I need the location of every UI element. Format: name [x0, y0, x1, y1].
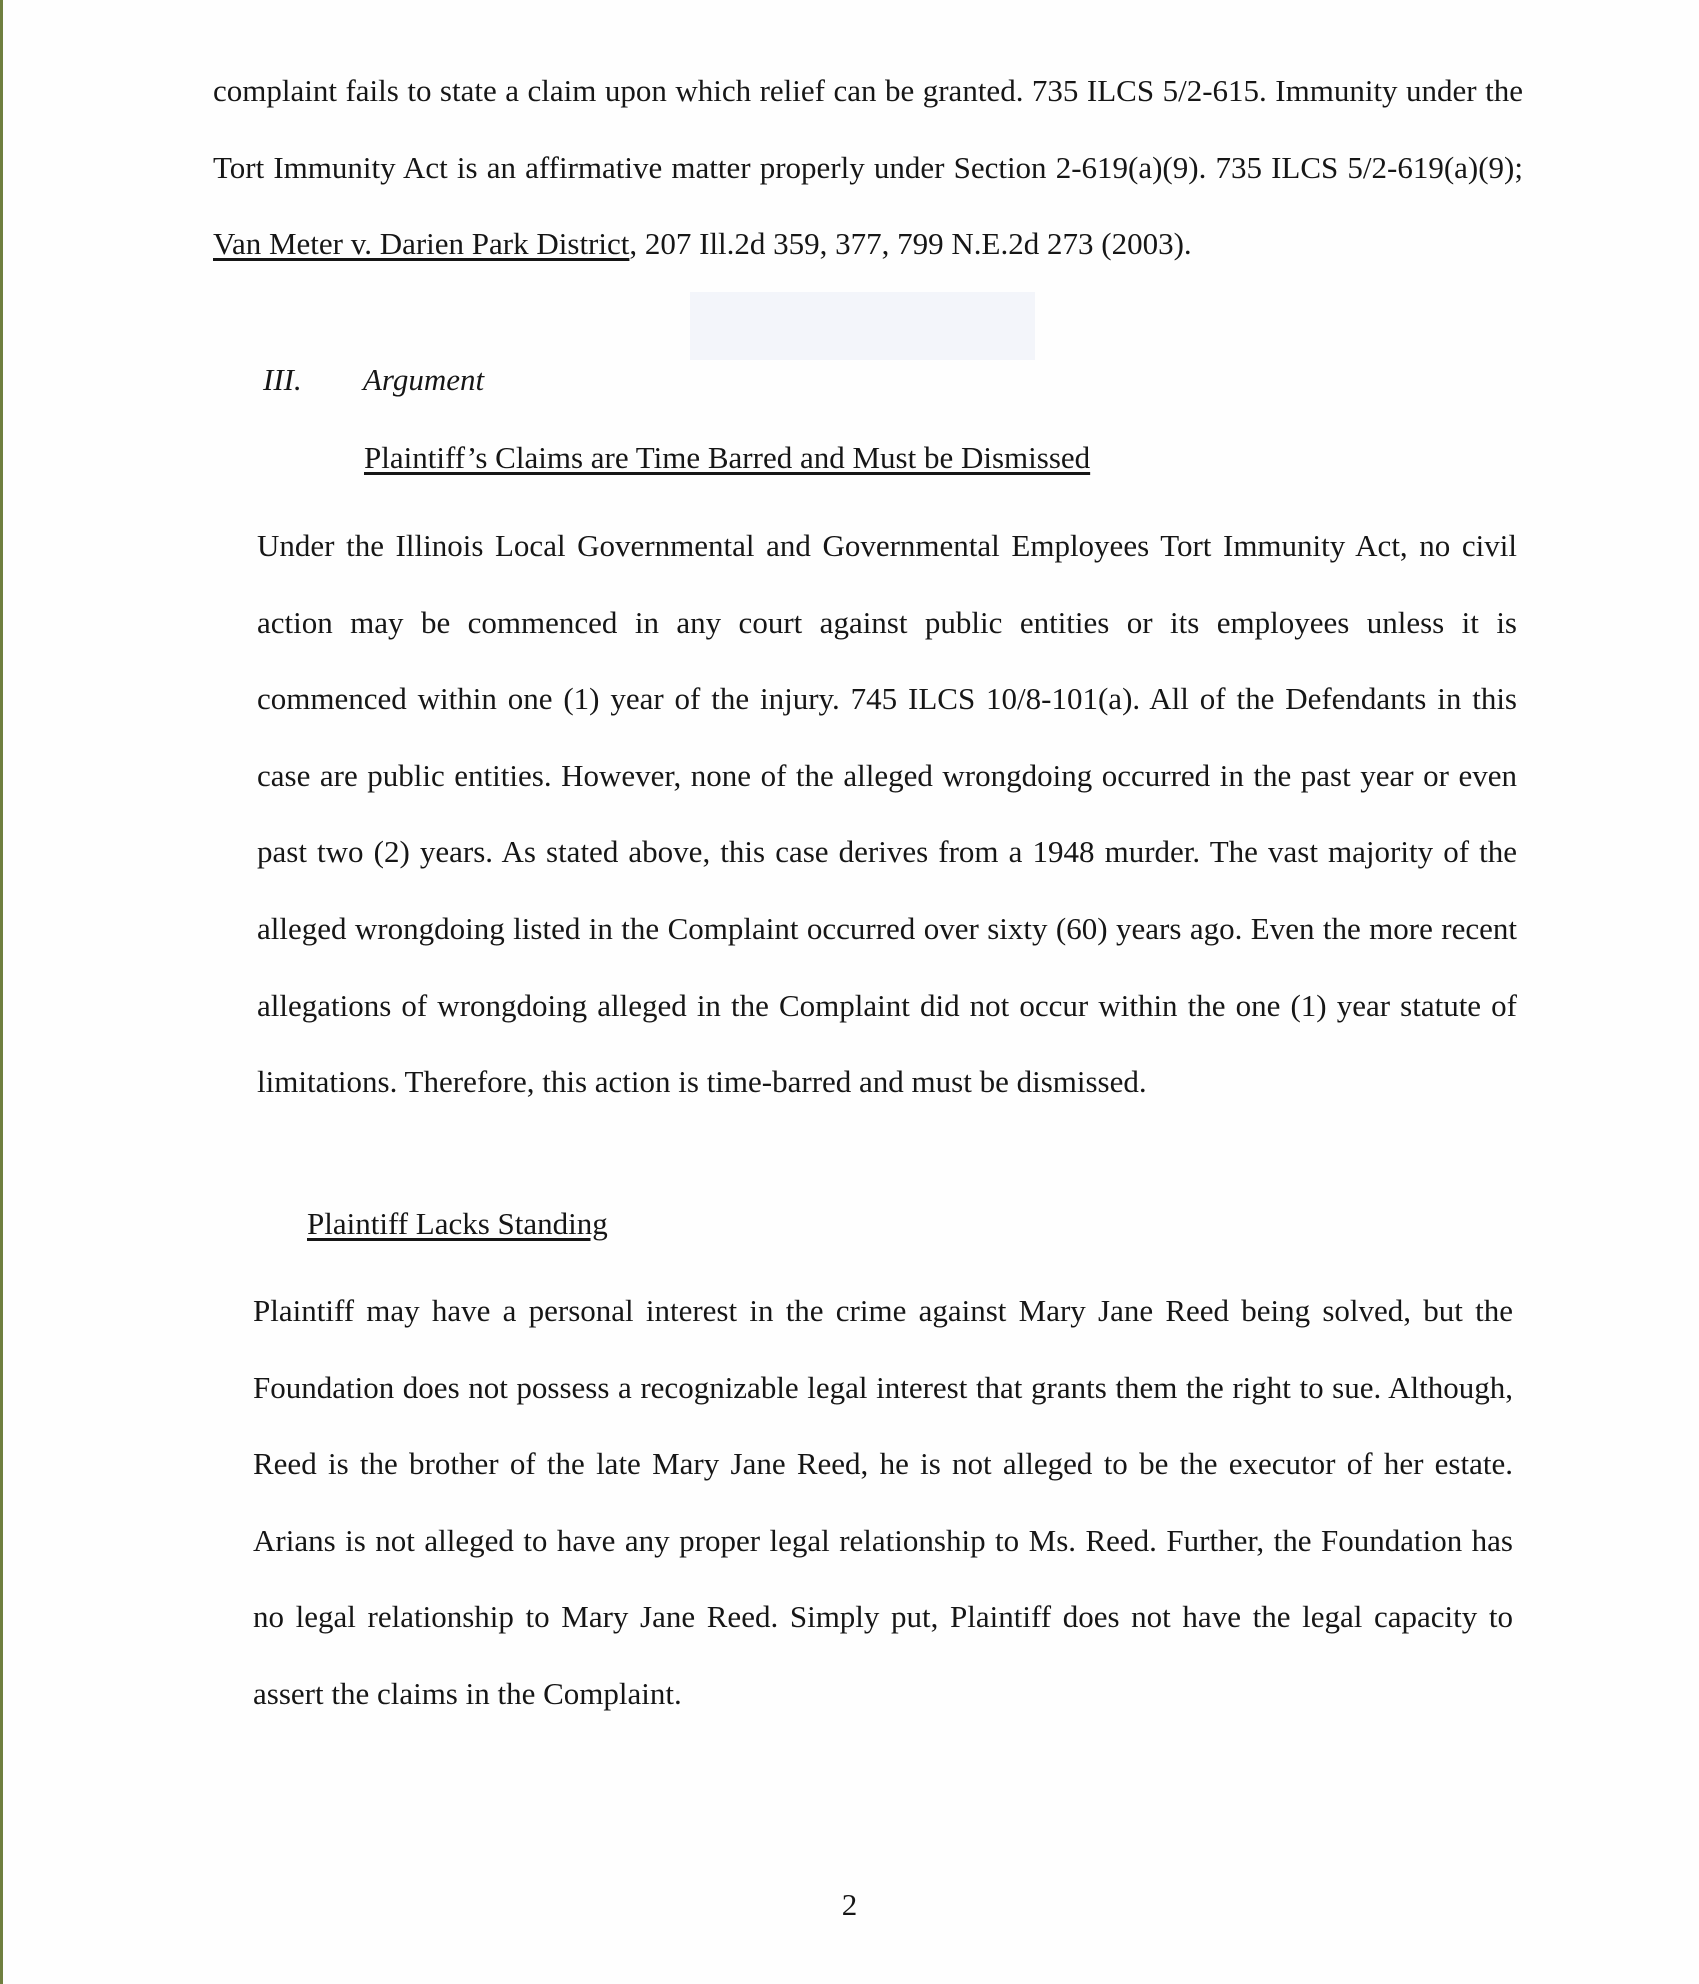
- paragraph-immunity-text-b: , 207 Ill.2d 359, 377, 799 N.E.2d 273 (2003).: [629, 226, 1192, 262]
- scan-edge: [0, 0, 3, 1984]
- paragraph-immunity-text-a: complaint fails to state a claim upon which relief can be granted. 735 ILCS 5/2-615. Immunity under the Tort Immunity Act is an affirmative matter properly under Section 2-619(a)(9). 735 ILCS 5/2-619(a)(9);: [213, 73, 1523, 185]
- paragraph-time-barred: Under the Illinois Local Governmental and Governmental Employees Tort Immunity Act, no civil action may be commenced in any court against public entities or its employees unless it is commenced within one (1) year of the injury. 745 ILCS 10/8-101(a). All of the Defendants in this case are public entities. However, none of the alleged wrongdoing occurred in the past year or even past two (2) years. As stated above, this case derives from a 1948 murder. The vast majority of the alleged wrongdoing listed in the Complaint occurred over sixty (60) years ago. Even the more recent allegations of wrongdoing alleged in the Complaint did not occur within the one (1) year statute of limitations. Therefore, this action is time-barred and must be dismissed.: [257, 528, 1517, 1100]
- section-title: Argument: [363, 362, 485, 397]
- document-body: [213, 53, 1523, 283]
- section-heading: [263, 362, 484, 398]
- subheading-time-barred: Plaintiff’s Claims are Time Barred and Must be Dismissed: [364, 440, 1091, 475]
- paragraph-standing-block: [205, 1273, 1513, 1733]
- paragraph-time-barred-block: [209, 508, 1517, 1121]
- case-citation-van-meter: Van Meter v. Darien Park District: [213, 226, 630, 262]
- section-numeral: III.: [263, 362, 302, 397]
- subheading-standing: Plaintiff Lacks Standing: [307, 1206, 608, 1241]
- paragraph-immunity: [213, 53, 1523, 283]
- page-number: 2: [841, 1887, 858, 1922]
- paragraph-standing: Plaintiff may have a personal interest in the crime against Mary Jane Reed being solved, but the Foundation does not possess a recognizable legal interest that grants them the right to sue. Although, Reed is the brother of the late Mary Jane Reed, he is not alleged to be the executor of her estate. Arians is not alleged to have any proper legal relationship to Ms. Reed. Further, the Foundation has no legal relationship to Mary Jane Reed. Simply put, Plaintiff does not have the legal capacity to assert the claims in the Complaint.: [253, 1293, 1513, 1711]
- scan-smudge: [690, 292, 1035, 360]
